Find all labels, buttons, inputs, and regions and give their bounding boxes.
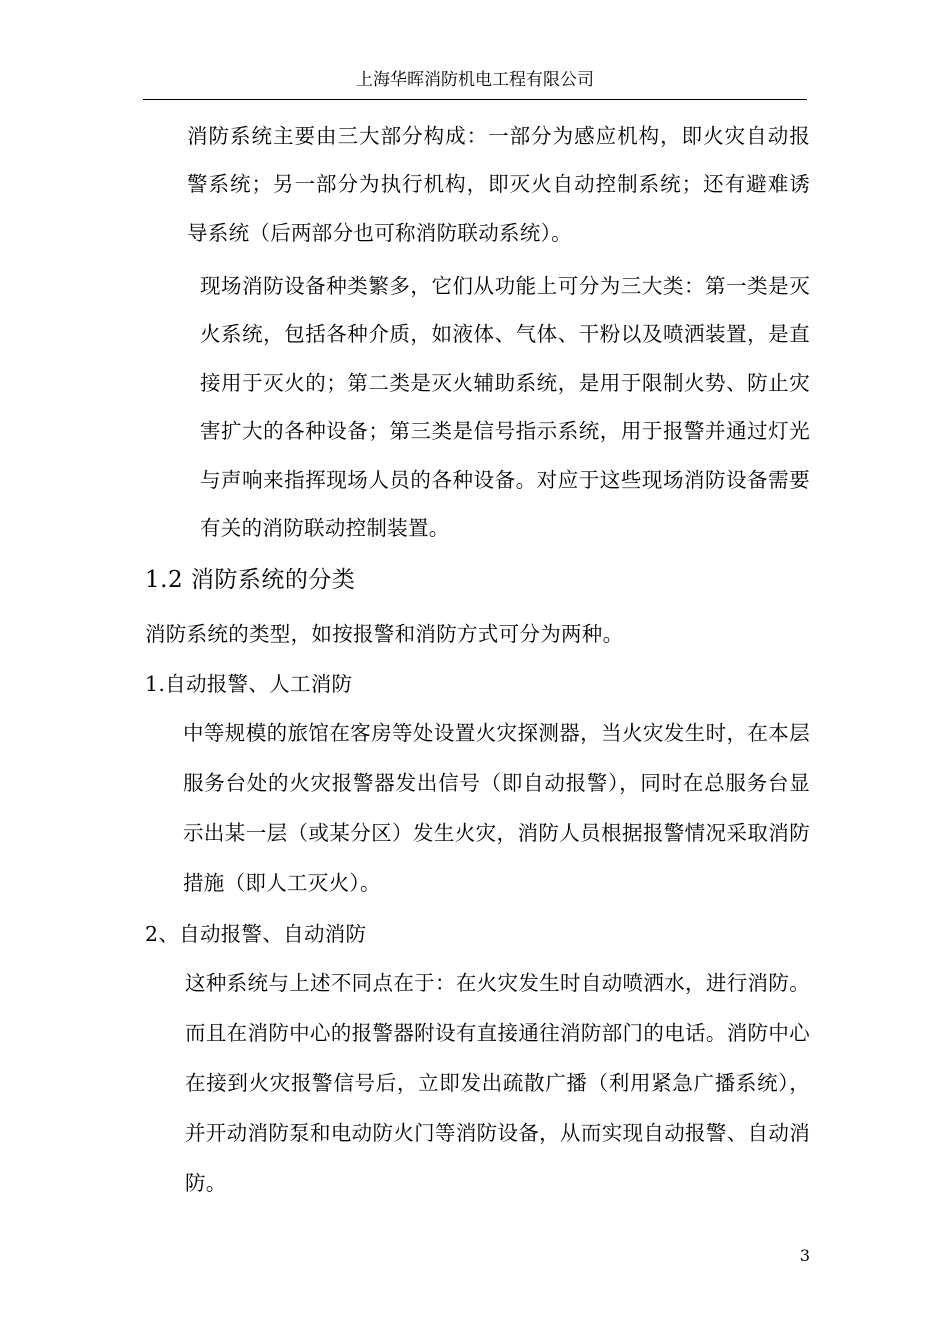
page-number: 3	[799, 1246, 810, 1265]
paragraph-equipment-types	[145, 262, 810, 552]
item-title-2: 2、自动报警、自动消防	[145, 922, 367, 946]
section-heading: 1.2 消防系统的分类	[145, 567, 356, 593]
paragraph-system-composition	[145, 112, 810, 257]
item-body-1	[163, 708, 810, 908]
section-intro: 消防系统的类型，如按报警和消防方式可分为两种。	[145, 622, 624, 646]
header-divider	[143, 99, 807, 100]
item-body-2	[163, 958, 810, 1208]
item-title-1: 1.自动报警、人工消防	[145, 672, 353, 696]
paragraph-text: 消防系统主要由三大部分构成：一部分为感应机构，即火灾自动报警系统；另一部分为执行机构，即灭火自动控制系统；还有避难诱导系统（后两部分也可称消防联动系统）。	[187, 124, 810, 245]
paragraph-text: 这种系统与上述不同点在于：在火灾发生时自动喷洒水，进行消防。而且在消防中心的报警器附设有直接通往消防部门的电话。消防中心在接到火灾报警信号后，立即发出疏散广播（利用紧急广播系统），并开动消防泵和电动防火门等消防设备，从而实现自动报警、自动消防。	[185, 971, 810, 1195]
page-header	[0, 68, 950, 92]
paragraph-text: 现场消防设备种类繁多，它们从功能上可分为三大类：第一类是灭火系统，包括各种介质，如液体、气体、干粉以及喷洒装置，是直接用于灭火的；第二类是灭火辅助系统，是用于限制火势、防止灾害扩大的各种设备；第三类是信号指示系统，用于报警并通过灯光与声响来指挥现场人员的各种设备。对应于这些现场消防设备需要有关的消防联动控制装置。	[200, 274, 810, 541]
paragraph-text: 中等规模的旅馆在客房等处设置火灾探测器，当火灾发生时，在本层服务台处的火灾报警器发出信号（即自动报警），同时在总服务台显示出某一层（或某分区）发生火灾，消防人员根据报警情况采取消防措施（即人工灭火）。	[183, 721, 810, 895]
company-name: 上海华晖消防机电工程有限公司	[356, 70, 594, 90]
